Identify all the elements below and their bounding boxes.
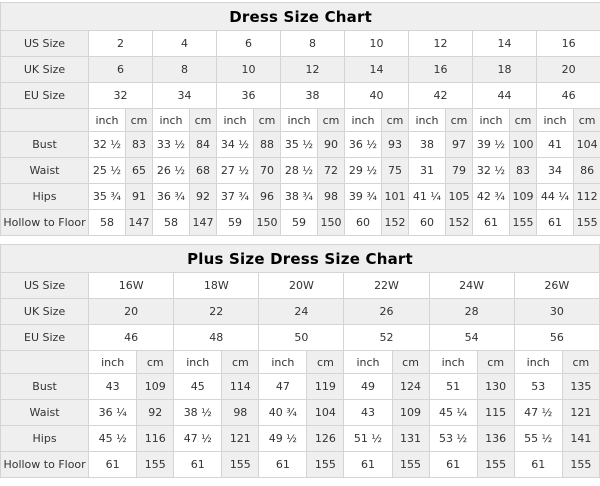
measurement-cm-cell: 112 <box>574 184 600 210</box>
measurement-inch-cell: 47 ½ <box>174 426 222 452</box>
measurement-inch-cell: 27 ½ <box>217 158 254 184</box>
measurement-inch-cell: 38 ½ <box>174 400 222 426</box>
size-value-cell: 56 <box>514 325 599 351</box>
measurement-inch-cell: 38 <box>409 132 446 158</box>
measurement-row <box>1 426 600 452</box>
unit-inch-header: inch <box>89 351 137 374</box>
measurement-cm-cell: 109 <box>510 184 537 210</box>
size-row <box>1 83 600 109</box>
unit-inch-header: inch <box>217 109 254 132</box>
measurement-cm-cell: 79 <box>446 158 473 184</box>
unit-inch-header: inch <box>153 109 190 132</box>
dress-size-chart-table <box>0 2 600 236</box>
size-row-label: EU Size <box>1 83 89 109</box>
measurement-cm-cell: 121 <box>222 426 259 452</box>
measurement-cm-cell: 93 <box>382 132 409 158</box>
measurement-inch-cell: 29 ½ <box>345 158 382 184</box>
size-value-cell: 8 <box>153 57 217 83</box>
measurement-cm-cell: 155 <box>392 452 429 478</box>
measurement-inch-cell: 44 ¼ <box>537 184 574 210</box>
size-value-cell: 46 <box>537 83 600 109</box>
measurement-cm-cell: 75 <box>382 158 409 184</box>
measurement-label: Hollow to Floor <box>1 210 89 236</box>
measurement-cm-cell: 84 <box>190 132 217 158</box>
measurement-inch-cell: 40 ¾ <box>259 400 307 426</box>
measurement-cm-cell: 83 <box>510 158 537 184</box>
size-value-cell: 20W <box>259 273 344 299</box>
measurement-cm-cell: 126 <box>307 426 344 452</box>
size-row-label: US Size <box>1 273 89 299</box>
measurement-inch-cell: 47 <box>259 374 307 400</box>
measurement-cm-cell: 97 <box>446 132 473 158</box>
measurement-inch-cell: 34 <box>537 158 574 184</box>
unit-cm-header: cm <box>510 109 537 132</box>
measurement-inch-cell: 58 <box>153 210 190 236</box>
measurement-inch-cell: 36 ¾ <box>153 184 190 210</box>
measurement-inch-cell: 37 ¾ <box>217 184 254 210</box>
unit-cm-header: cm <box>307 351 344 374</box>
size-value-cell: 30 <box>514 299 599 325</box>
measurement-inch-cell: 36 ½ <box>345 132 382 158</box>
measurement-inch-cell: 41 <box>537 132 574 158</box>
measurement-cm-cell: 150 <box>254 210 281 236</box>
measurement-cm-cell: 70 <box>254 158 281 184</box>
measurement-inch-cell: 34 ½ <box>217 132 254 158</box>
size-value-cell: 6 <box>89 57 153 83</box>
unit-inch-header: inch <box>174 351 222 374</box>
measurement-inch-cell: 53 <box>514 374 562 400</box>
measurement-cm-cell: 136 <box>477 426 514 452</box>
measurement-inch-cell: 61 <box>174 452 222 478</box>
measurement-cm-cell: 150 <box>318 210 345 236</box>
unit-inch-header: inch <box>409 109 446 132</box>
measurement-inch-cell: 32 ½ <box>89 132 126 158</box>
measurement-inch-cell: 43 <box>89 374 137 400</box>
measurement-inch-cell: 25 ½ <box>89 158 126 184</box>
measurement-inch-cell: 41 ¼ <box>409 184 446 210</box>
measurement-row <box>1 158 600 184</box>
measurement-inch-cell: 61 <box>514 452 562 478</box>
size-value-cell: 38 <box>281 83 345 109</box>
measurement-row <box>1 132 600 158</box>
unit-cm-header: cm <box>126 109 153 132</box>
measurement-cm-cell: 155 <box>574 210 600 236</box>
measurement-cm-cell: 72 <box>318 158 345 184</box>
size-row <box>1 299 600 325</box>
measurement-label: Bust <box>1 132 89 158</box>
unit-cm-header: cm <box>392 351 429 374</box>
size-value-cell: 50 <box>259 325 344 351</box>
size-value-cell: 6 <box>217 31 281 57</box>
size-value-cell: 12 <box>409 31 473 57</box>
measurement-cm-cell: 155 <box>137 452 174 478</box>
measurement-cm-cell: 155 <box>510 210 537 236</box>
measurement-label: Hips <box>1 184 89 210</box>
measurement-cm-cell: 98 <box>222 400 259 426</box>
measurement-cm-cell: 147 <box>126 210 153 236</box>
measurement-inch-cell: 43 <box>344 400 392 426</box>
measurement-cm-cell: 104 <box>307 400 344 426</box>
size-value-cell: 12 <box>281 57 345 83</box>
measurement-cm-cell: 109 <box>392 400 429 426</box>
measurement-inch-cell: 33 ½ <box>153 132 190 158</box>
measurement-inch-cell: 42 ¾ <box>473 184 510 210</box>
size-value-cell: 26W <box>514 273 599 299</box>
measurement-inch-cell: 59 <box>217 210 254 236</box>
size-value-cell: 16 <box>409 57 473 83</box>
size-value-cell: 16W <box>89 273 174 299</box>
measurement-cm-cell: 130 <box>477 374 514 400</box>
measurement-label: Waist <box>1 158 89 184</box>
measurement-label: Hollow to Floor <box>1 452 89 478</box>
measurement-label: Waist <box>1 400 89 426</box>
measurement-cm-cell: 109 <box>137 374 174 400</box>
measurement-inch-cell: 55 ½ <box>514 426 562 452</box>
measurement-cm-cell: 101 <box>382 184 409 210</box>
measurement-cm-cell: 92 <box>137 400 174 426</box>
size-value-cell: 34 <box>153 83 217 109</box>
size-value-cell: 22W <box>344 273 429 299</box>
measurement-inch-cell: 39 ½ <box>473 132 510 158</box>
measurement-cm-cell: 116 <box>137 426 174 452</box>
measurement-inch-cell: 31 <box>409 158 446 184</box>
unit-header-row <box>1 109 600 132</box>
unit-header-spacer <box>1 351 89 374</box>
measurement-inch-cell: 38 ¾ <box>281 184 318 210</box>
measurement-cm-cell: 152 <box>446 210 473 236</box>
unit-cm-header: cm <box>222 351 259 374</box>
unit-inch-header: inch <box>514 351 562 374</box>
unit-cm-header: cm <box>382 109 409 132</box>
measurement-inch-cell: 28 ½ <box>281 158 318 184</box>
unit-cm-header: cm <box>574 109 600 132</box>
unit-cm-header: cm <box>254 109 281 132</box>
unit-inch-header: inch <box>281 109 318 132</box>
measurement-inch-cell: 61 <box>473 210 510 236</box>
size-value-cell: 24 <box>259 299 344 325</box>
measurement-row <box>1 400 600 426</box>
size-value-cell: 24W <box>429 273 514 299</box>
measurement-cm-cell: 155 <box>222 452 259 478</box>
measurement-cm-cell: 155 <box>562 452 599 478</box>
unit-cm-header: cm <box>190 109 217 132</box>
measurement-cm-cell: 121 <box>562 400 599 426</box>
measurement-cm-cell: 83 <box>126 132 153 158</box>
measurement-inch-cell: 36 ¼ <box>89 400 137 426</box>
size-value-cell: 10 <box>345 31 409 57</box>
size-value-cell: 16 <box>537 31 600 57</box>
size-charts-page <box>0 2 600 478</box>
size-value-cell: 14 <box>473 31 537 57</box>
measurement-inch-cell: 45 ¼ <box>429 400 477 426</box>
measurement-inch-cell: 35 ¾ <box>89 184 126 210</box>
measurement-cm-cell: 124 <box>392 374 429 400</box>
measurement-cm-cell: 155 <box>307 452 344 478</box>
unit-cm-header: cm <box>318 109 345 132</box>
size-row-label: EU Size <box>1 325 89 351</box>
unit-cm-header: cm <box>446 109 473 132</box>
measurement-cm-cell: 114 <box>222 374 259 400</box>
size-value-cell: 54 <box>429 325 514 351</box>
plus-size-dress-size-chart-table <box>0 244 600 478</box>
measurement-cm-cell: 155 <box>477 452 514 478</box>
size-value-cell: 20 <box>537 57 600 83</box>
measurement-inch-cell: 45 ½ <box>89 426 137 452</box>
measurement-inch-cell: 61 <box>429 452 477 478</box>
size-value-cell: 8 <box>281 31 345 57</box>
measurement-inch-cell: 39 ¾ <box>345 184 382 210</box>
measurement-inch-cell: 35 ½ <box>281 132 318 158</box>
unit-inch-header: inch <box>537 109 574 132</box>
measurement-cm-cell: 152 <box>382 210 409 236</box>
chart-title-row <box>1 3 600 31</box>
measurement-inch-cell: 61 <box>537 210 574 236</box>
size-value-cell: 46 <box>89 325 174 351</box>
unit-cm-header: cm <box>477 351 514 374</box>
measurement-cm-cell: 115 <box>477 400 514 426</box>
measurement-cm-cell: 104 <box>574 132 600 158</box>
chart-title: Plus Size Dress Size Chart <box>1 245 600 273</box>
measurement-inch-cell: 58 <box>89 210 126 236</box>
size-row <box>1 31 600 57</box>
size-value-cell: 40 <box>345 83 409 109</box>
measurement-inch-cell: 61 <box>89 452 137 478</box>
measurement-inch-cell: 60 <box>345 210 382 236</box>
measurement-inch-cell: 60 <box>409 210 446 236</box>
size-row-label: US Size <box>1 31 89 57</box>
size-value-cell: 2 <box>89 31 153 57</box>
measurement-label: Hips <box>1 426 89 452</box>
measurement-inch-cell: 49 ½ <box>259 426 307 452</box>
measurement-inch-cell: 51 ½ <box>344 426 392 452</box>
unit-header-row <box>1 351 600 374</box>
size-value-cell: 18W <box>174 273 259 299</box>
size-value-cell: 14 <box>345 57 409 83</box>
size-value-cell: 26 <box>344 299 429 325</box>
size-value-cell: 22 <box>174 299 259 325</box>
unit-inch-header: inch <box>259 351 307 374</box>
size-row-label: UK Size <box>1 57 89 83</box>
measurement-inch-cell: 51 <box>429 374 477 400</box>
measurement-cm-cell: 147 <box>190 210 217 236</box>
measurement-cm-cell: 105 <box>446 184 473 210</box>
size-row <box>1 57 600 83</box>
measurement-inch-cell: 53 ½ <box>429 426 477 452</box>
unit-header-spacer <box>1 109 89 132</box>
unit-inch-header: inch <box>473 109 510 132</box>
measurement-inch-cell: 61 <box>259 452 307 478</box>
measurement-cm-cell: 100 <box>510 132 537 158</box>
unit-inch-header: inch <box>344 351 392 374</box>
size-value-cell: 48 <box>174 325 259 351</box>
measurement-label: Bust <box>1 374 89 400</box>
size-value-cell: 36 <box>217 83 281 109</box>
measurement-cm-cell: 131 <box>392 426 429 452</box>
measurement-inch-cell: 61 <box>344 452 392 478</box>
measurement-row <box>1 210 600 236</box>
unit-cm-header: cm <box>137 351 174 374</box>
measurement-row <box>1 184 600 210</box>
measurement-row <box>1 452 600 478</box>
size-value-cell: 4 <box>153 31 217 57</box>
size-value-cell: 44 <box>473 83 537 109</box>
unit-cm-header: cm <box>562 351 599 374</box>
measurement-cm-cell: 96 <box>254 184 281 210</box>
measurement-inch-cell: 59 <box>281 210 318 236</box>
size-value-cell: 18 <box>473 57 537 83</box>
measurement-cm-cell: 91 <box>126 184 153 210</box>
size-value-cell: 10 <box>217 57 281 83</box>
measurement-cm-cell: 141 <box>562 426 599 452</box>
chart-title: Dress Size Chart <box>1 3 600 31</box>
measurement-cm-cell: 135 <box>562 374 599 400</box>
measurement-cm-cell: 88 <box>254 132 281 158</box>
measurement-inch-cell: 47 ½ <box>514 400 562 426</box>
measurement-cm-cell: 86 <box>574 158 600 184</box>
size-row <box>1 273 600 299</box>
size-row-label: UK Size <box>1 299 89 325</box>
size-value-cell: 28 <box>429 299 514 325</box>
measurement-cm-cell: 65 <box>126 158 153 184</box>
size-value-cell: 42 <box>409 83 473 109</box>
measurement-inch-cell: 26 ½ <box>153 158 190 184</box>
measurement-row <box>1 374 600 400</box>
size-value-cell: 20 <box>89 299 174 325</box>
measurement-inch-cell: 49 <box>344 374 392 400</box>
unit-inch-header: inch <box>345 109 382 132</box>
chart-title-row <box>1 245 600 273</box>
measurement-cm-cell: 98 <box>318 184 345 210</box>
size-row <box>1 325 600 351</box>
measurement-inch-cell: 45 <box>174 374 222 400</box>
measurement-cm-cell: 68 <box>190 158 217 184</box>
unit-inch-header: inch <box>89 109 126 132</box>
unit-inch-header: inch <box>429 351 477 374</box>
measurement-inch-cell: 32 ½ <box>473 158 510 184</box>
size-value-cell: 52 <box>344 325 429 351</box>
measurement-cm-cell: 119 <box>307 374 344 400</box>
measurement-cm-cell: 90 <box>318 132 345 158</box>
size-value-cell: 32 <box>89 83 153 109</box>
measurement-cm-cell: 92 <box>190 184 217 210</box>
